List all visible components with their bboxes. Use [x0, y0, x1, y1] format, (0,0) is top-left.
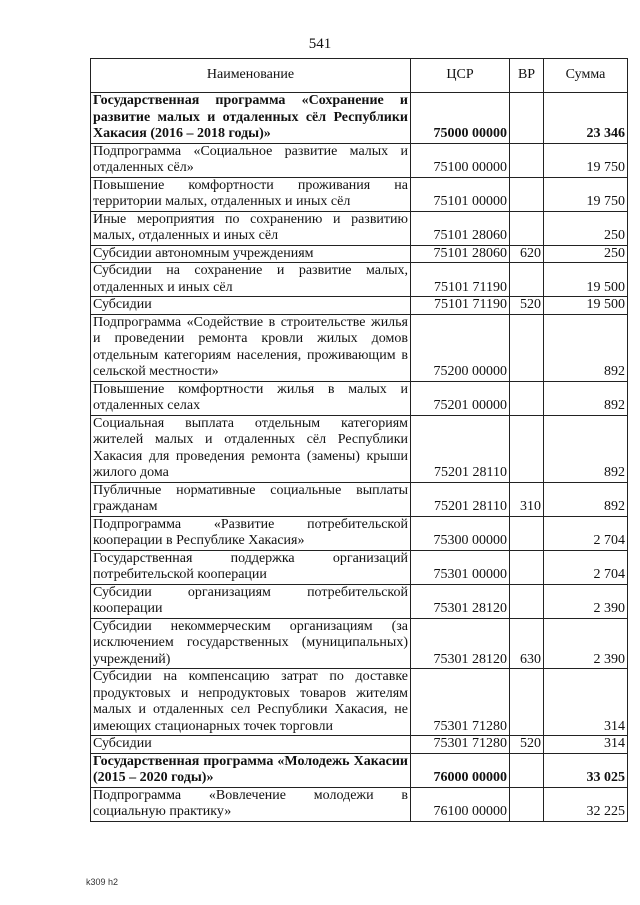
row-sum-cell: 32 225	[544, 787, 628, 821]
row-vr-cell: 630	[510, 618, 544, 669]
header-csr: ЦСР	[411, 59, 510, 93]
table-row	[91, 381, 628, 415]
row-csr-cell: 75301 71280	[411, 736, 510, 754]
row-sum-cell: 19 500	[544, 263, 628, 297]
row-csr-cell: 75101 71190	[411, 263, 510, 297]
row-name-cell: Субсидии на компенсацию затрат по доставке продуктовых и непродуктовых товаров жителям малых и отдаленных сел Республики Хакасия, не имеющих стационарных точек торговли	[91, 669, 411, 736]
row-name-cell: Государственная поддержка организаций потребительской кооперации	[91, 550, 411, 584]
row-csr-cell: 75201 00000	[411, 381, 510, 415]
row-vr-cell	[510, 584, 544, 618]
row-sum-cell: 2 704	[544, 550, 628, 584]
row-sum-cell: 19 500	[544, 297, 628, 315]
row-sum-cell: 892	[544, 314, 628, 381]
table-row	[91, 787, 628, 821]
row-name-cell: Публичные нормативные социальные выплаты гражданам	[91, 482, 411, 516]
row-sum-cell: 2 704	[544, 516, 628, 550]
row-sum-cell: 19 750	[544, 177, 628, 211]
table-row	[91, 245, 628, 263]
row-csr-cell: 75301 71280	[411, 669, 510, 736]
table-row	[91, 143, 628, 177]
row-sum-cell: 892	[544, 381, 628, 415]
row-name-cell: Государственная программа «Молодежь Хакасии (2015 – 2020 годы)»	[91, 753, 411, 787]
table-row	[91, 669, 628, 736]
row-name-cell: Повышение комфортности жилья в малых и отдаленных селах	[91, 381, 411, 415]
row-sum-cell: 33 025	[544, 753, 628, 787]
footer-mark: k309 h2	[86, 877, 119, 887]
row-csr-cell: 76100 00000	[411, 787, 510, 821]
page-number: 541	[308, 36, 332, 52]
row-csr-cell: 75101 28060	[411, 211, 510, 245]
row-vr-cell	[510, 143, 544, 177]
row-sum-cell: 892	[544, 482, 628, 516]
header-name: Наименование	[91, 59, 411, 93]
row-name-cell: Социальная выплата отдельным категориям жителей малых и отдаленных сёл Республики Хакасия для проведения ремонта (замены) крыши жилого дома	[91, 415, 411, 482]
row-name-cell: Субсидии	[91, 736, 411, 754]
row-csr-cell: 75301 28120	[411, 618, 510, 669]
row-vr-cell	[510, 381, 544, 415]
row-csr-cell: 75101 28060	[411, 245, 510, 263]
row-vr-cell	[510, 550, 544, 584]
row-vr-cell: 310	[510, 482, 544, 516]
table-row	[91, 584, 628, 618]
row-name-cell: Субсидии некоммерческим организациям (за исключением государственных (муниципальных) учреждений)	[91, 618, 411, 669]
row-vr-cell	[510, 314, 544, 381]
row-vr-cell	[510, 177, 544, 211]
row-name-cell: Субсидии организациям потребительской кооперации	[91, 584, 411, 618]
row-sum-cell: 314	[544, 669, 628, 736]
table-row	[91, 314, 628, 381]
table-row	[91, 736, 628, 754]
row-vr-cell	[510, 93, 544, 144]
budget-table	[90, 58, 628, 822]
row-sum-cell: 250	[544, 211, 628, 245]
row-name-cell: Подпрограмма «Развитие потребительской кооперации в Республике Хакасия»	[91, 516, 411, 550]
row-csr-cell: 75201 28110	[411, 482, 510, 516]
header-vr: ВР	[510, 59, 544, 93]
row-csr-cell: 75100 00000	[411, 143, 510, 177]
row-sum-cell: 19 750	[544, 143, 628, 177]
row-sum-cell: 314	[544, 736, 628, 754]
row-csr-cell: 75300 00000	[411, 516, 510, 550]
row-csr-cell: 75101 00000	[411, 177, 510, 211]
table-row	[91, 263, 628, 297]
row-vr-cell	[510, 516, 544, 550]
row-vr-cell	[510, 669, 544, 736]
row-csr-cell: 75000 00000	[411, 93, 510, 144]
row-csr-cell: 76000 00000	[411, 753, 510, 787]
row-vr-cell	[510, 263, 544, 297]
row-name-cell: Иные мероприятия по сохранению и развитию малых, отдаленных и иных сёл	[91, 211, 411, 245]
row-name-cell: Повышение комфортности проживания на территории малых, отдаленных и иных сёл	[91, 177, 411, 211]
row-vr-cell: 620	[510, 245, 544, 263]
row-name-cell: Подпрограмма «Социальное развитие малых и отдаленных сёл»	[91, 143, 411, 177]
header-sum: Сумма	[544, 59, 628, 93]
row-name-cell: Субсидии на сохранение и развитие малых, отдаленных и иных сёл	[91, 263, 411, 297]
row-csr-cell: 75101 71190	[411, 297, 510, 315]
row-sum-cell: 2 390	[544, 584, 628, 618]
row-sum-cell: 250	[544, 245, 628, 263]
row-vr-cell	[510, 787, 544, 821]
row-vr-cell	[510, 753, 544, 787]
table-row	[91, 482, 628, 516]
table-row	[91, 415, 628, 482]
table-row	[91, 516, 628, 550]
program-row	[91, 93, 628, 144]
row-name-cell: Государственная программа «Сохранение и развитие малых и отдаленных сёл Республики Хакасия (2016 – 2018 годы)»	[91, 93, 411, 144]
row-name-cell: Подпрограмма «Вовлечение молодежи в социальную практику»	[91, 787, 411, 821]
row-csr-cell: 75301 00000	[411, 550, 510, 584]
program-row	[91, 753, 628, 787]
row-name-cell: Субсидии автономным учреждениям	[91, 245, 411, 263]
row-csr-cell: 75200 00000	[411, 314, 510, 381]
row-name-cell: Подпрограмма «Содействие в строительстве жилья и проведении ремонта кровли жилых домов отдельным категориям населения, проживающим в сельской местности»	[91, 314, 411, 381]
row-sum-cell: 892	[544, 415, 628, 482]
row-csr-cell: 75301 28120	[411, 584, 510, 618]
table-header-row	[91, 59, 628, 93]
row-vr-cell: 520	[510, 736, 544, 754]
row-vr-cell	[510, 211, 544, 245]
table-row	[91, 211, 628, 245]
row-vr-cell	[510, 415, 544, 482]
table-row	[91, 177, 628, 211]
table-row	[91, 550, 628, 584]
row-vr-cell: 520	[510, 297, 544, 315]
row-csr-cell: 75201 28110	[411, 415, 510, 482]
row-sum-cell: 2 390	[544, 618, 628, 669]
table-row	[91, 618, 628, 669]
table-row	[91, 297, 628, 315]
row-sum-cell: 23 346	[544, 93, 628, 144]
row-name-cell: Субсидии	[91, 297, 411, 315]
